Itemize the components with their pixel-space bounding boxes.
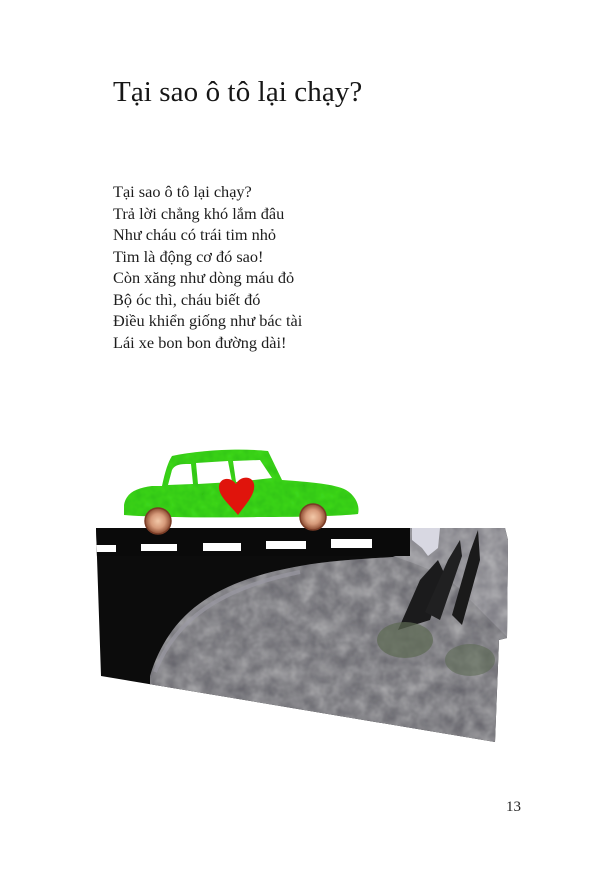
poem-line: Điều khiển giống như bác tài [113,311,303,330]
poem-line: Bộ óc thì, cháu biết đó [113,289,261,309]
poem-line: Còn xăng như dòng máu đỏ [113,268,295,287]
poem-line: Như cháu có trái tim nhỏ [113,225,277,244]
poem-line: Tim là động cơ đó sao! [113,246,264,266]
poem-line: Lái xe bon bon đường dài! [113,332,287,352]
page-title: Tại sao ô tô lại chạy? [113,76,363,108]
page-number: 13 [506,799,521,815]
poem-line: Trả lời chẳng khó lắm đâu [113,203,285,223]
road-landscape [90,520,520,760]
poem-line: Tại sao ô tô lại chạy? [113,182,252,201]
